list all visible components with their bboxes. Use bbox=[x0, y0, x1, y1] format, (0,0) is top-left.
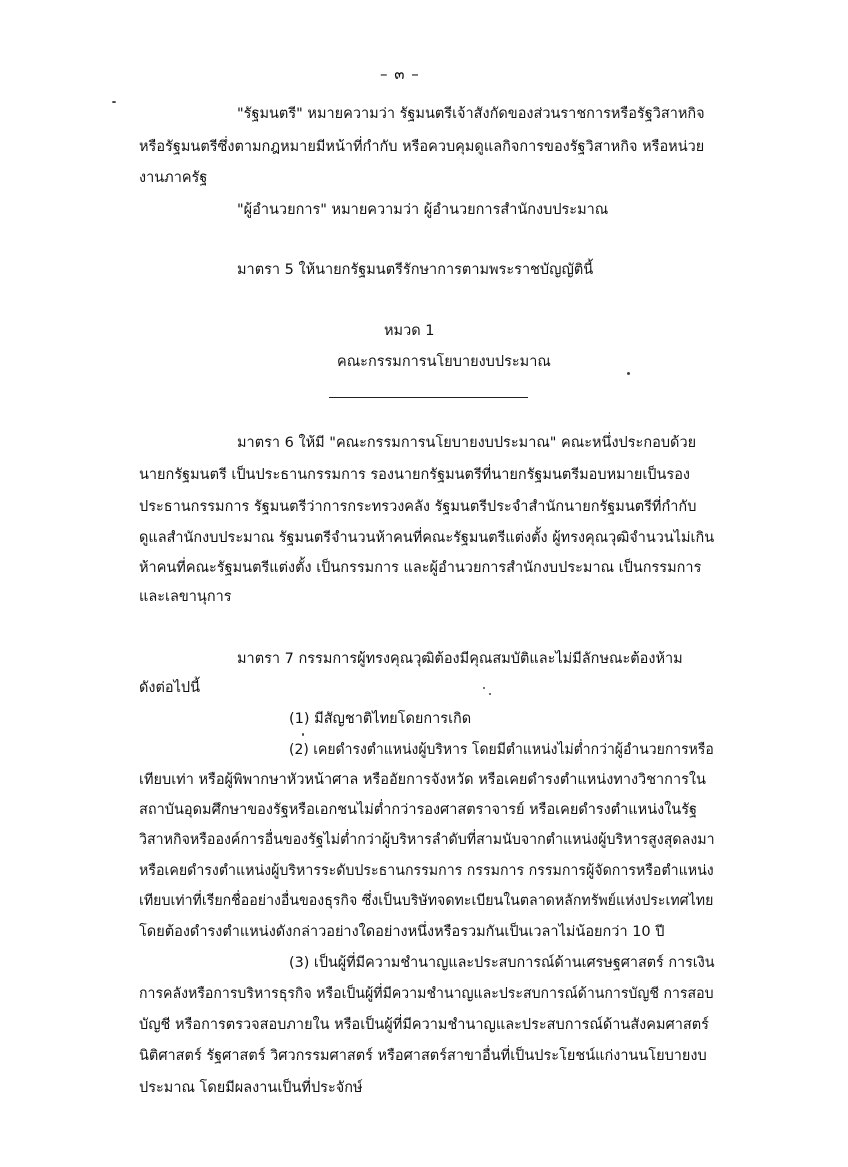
definition-director-line1: "ผู้อำนวยการ" หมายความว่า ผู้อำนวยการสำนักงบประมาณ bbox=[237, 202, 609, 218]
scan-speck bbox=[483, 687, 485, 689]
section7-item2-line2: เทียบเท่า หรือผู้พิพากษาหัวหน้าศาล หรืออัยการจังหวัด หรือเคยดำรงตำแหน่งทางวิชาการใน bbox=[139, 772, 706, 788]
section7-line1: มาตรา 7 กรรมการผู้ทรงคุณวุฒิต้องมีคุณสมบัติและไม่มีลักษณะต้องห้าม bbox=[237, 651, 683, 667]
section6-line3: ประธานกรรมการ รัฐมนตรีว่าการกระทรวงคลัง รัฐมนตรีประจำสำนักนายกรัฐมนตรีที่กำกับ bbox=[139, 499, 697, 515]
section7-item3-line1: (3) เป็นผู้ที่มีความชำนาญและประสบการณ์ด้านเศรษฐศาสตร์ การเงิน bbox=[289, 955, 715, 971]
scan-speck bbox=[627, 372, 630, 375]
scan-speck bbox=[112, 101, 116, 103]
definition-minister-line2: หรือรัฐมนตรีซึ่งตามกฎหมายมีหน้าที่กำกับ หรือควบคุมดูแลกิจการของรัฐวิสาหกิจ หรือหน่วย bbox=[139, 139, 705, 155]
section7-item3-line2: การคลังหรือการบริหารธุรกิจ หรือเป็นผู้ที่มีความชำนาญและประสบการณ์ด้านการบัญชี การสอบ bbox=[139, 986, 714, 1002]
chapter-number: หมวด 1 bbox=[384, 323, 435, 339]
section7-item2-line7: โดยต้องดำรงตำแหน่งดังกล่าวอย่างใดอย่างหนึ่งหรือรวมกันเป็นเวลาไม่น้อยกว่า 10 ปี bbox=[139, 924, 665, 940]
section6-line4: ดูแลสำนักงบประมาณ รัฐมนตรีจำนวนห้าคนที่คณะรัฐมนตรีแต่งตั้ง ผู้ทรงคุณวุฒิจำนวนไม่เกิน bbox=[139, 530, 715, 546]
section7-item2-line4: วิสาหกิจหรือองค์การอื่นของรัฐไม่ต่ำกว่าผู้บริหารลำดับที่สามนับจากตำแหน่งผู้บริหารสูงสุดลงมา bbox=[139, 832, 715, 848]
scan-speck bbox=[489, 693, 491, 695]
page-number: – ๓ – bbox=[380, 65, 420, 83]
section6-line6: และเลขานุการ bbox=[139, 589, 232, 605]
section7-item2-line6: เทียบเท่าที่เรียกชื่ออย่างอื่นของธุรกิจ ซึ่งเป็นบริษัทจดทะเบียนในตลาดหลักทรัพย์แห่งประเทศไทย bbox=[139, 893, 714, 909]
definition-minister-line3: งานภาครัฐ bbox=[139, 170, 208, 186]
section6-line1: มาตรา 6 ให้มี "คณะกรรมการนโยบายงบประมาณ" คณะหนึ่งประกอบด้วย bbox=[237, 435, 697, 451]
section7-item1: (1) มีสัญชาติไทยโดยการเกิด bbox=[289, 711, 472, 727]
section7-item3-line5: ประมาณ โดยมีผลงานเป็นที่ประจักษ์ bbox=[139, 1080, 363, 1096]
section7-item3-line3: บัญชี หรือการตรวจสอบภายใน หรือเป็นผู้ที่มีความชำนาญและประสบการณ์ด้านสังคมศาสตร์ bbox=[139, 1017, 709, 1033]
section7-line2: ดังต่อไปนี้ bbox=[139, 680, 201, 696]
chapter-title: คณะกรรมการนโยบายงบประมาณ bbox=[337, 354, 551, 370]
section7-item2-line3: สถาบันอุดมศึกษาของรัฐหรือเอกชนไม่ต่ำกว่ารองศาสตราจารย์ หรือเคยดำรงตำแหน่งในรัฐ bbox=[139, 802, 697, 818]
section6-line2: นายกรัฐมนตรี เป็นประธานกรรมการ รองนายกรัฐมนตรีที่นายกรัฐมนตรีมอบหมายเป็นรอง bbox=[139, 467, 690, 483]
definition-minister-line1: "รัฐมนตรี" หมายความว่า รัฐมนตรีเจ้าสังกัดของส่วนราชการหรือรัฐวิสาหกิจ bbox=[237, 106, 705, 122]
scan-speck bbox=[302, 733, 304, 736]
section7-item3-line4: นิติศาสตร์ รัฐศาสตร์ วิศวกรรมศาสตร์ หรือศาสตร์สาขาอื่นที่เป็นประโยชน์แก่งานนโยบายงบ bbox=[139, 1048, 707, 1064]
section5-text: มาตรา 5 ให้นายกรัฐมนตรีรักษาการตามพระราชบัญญัตินี้ bbox=[237, 262, 594, 278]
section7-item2-line1: (2) เคยดำรงตำแหน่งผู้บริหาร โดยมีตำแหน่งไม่ต่ำกว่าผู้อำนวยการหรือ bbox=[289, 742, 714, 758]
section7-item2-line5: หรือเคยดำรงตำแหน่งผู้บริหารระดับประธานกรรมการ กรรมการ กรรมการผู้จัดการหรือตำแหน่ง bbox=[139, 863, 714, 879]
chapter-underline bbox=[329, 397, 528, 398]
section6-line5: ห้าคนที่คณะรัฐมนตรีแต่งตั้ง เป็นกรรมการ และผู้อำนวยการสำนักงบประมาณ เป็นกรรมการ bbox=[139, 560, 702, 576]
